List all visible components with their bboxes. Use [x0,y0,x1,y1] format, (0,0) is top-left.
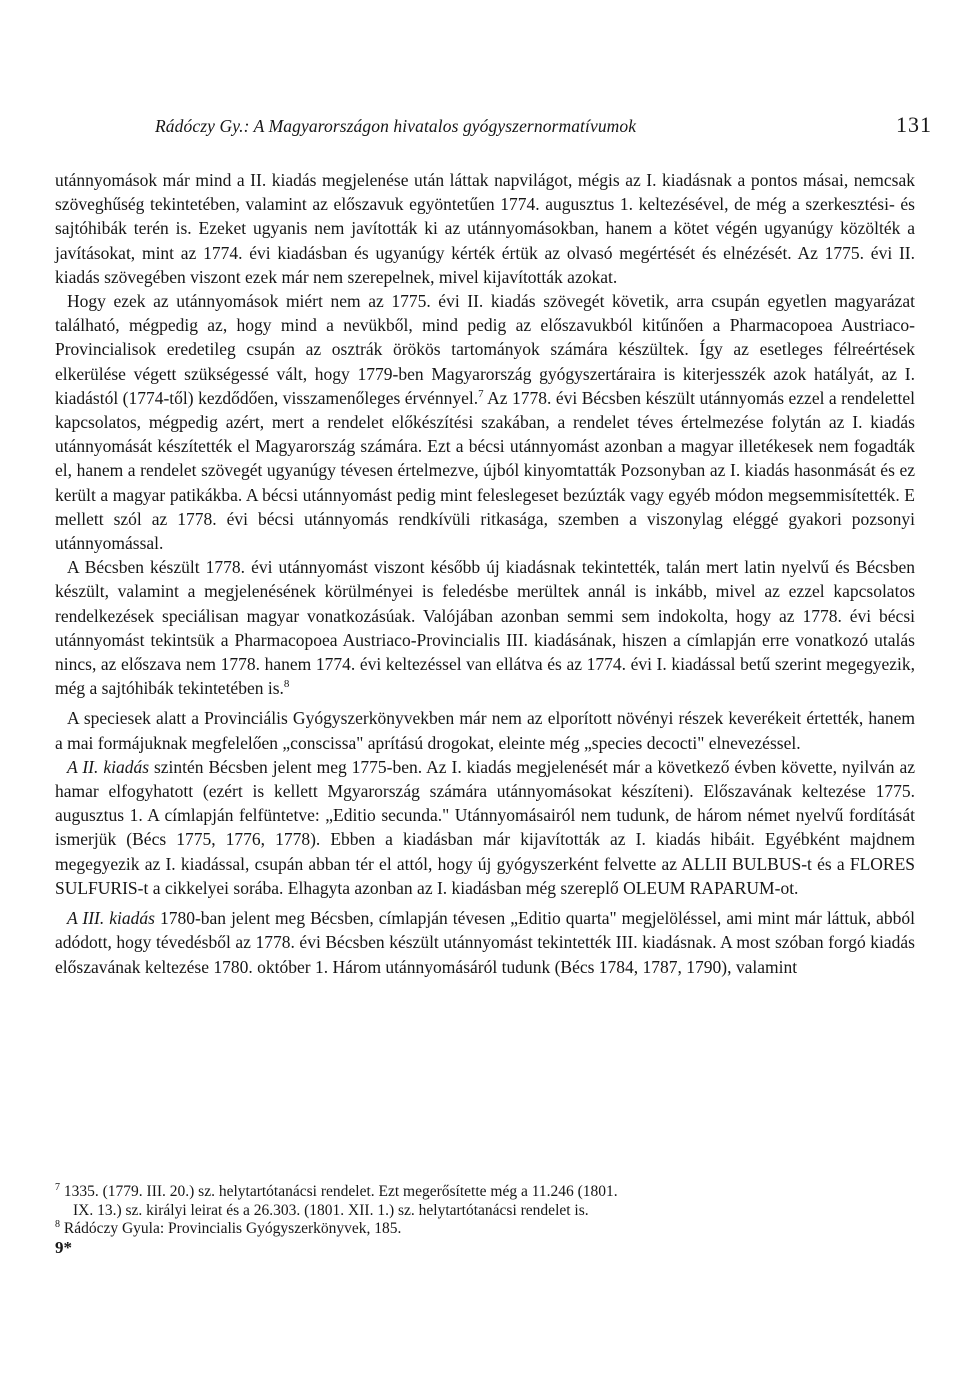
footnote-reference: 7 [478,387,484,400]
signature-mark: 9* [55,1238,72,1257]
footnotes [55,1183,915,1239]
footnote-text: 1335. (1779. III. 20.) sz. helytartótanácsi rendelet. Ezt megerősítette még a 11.246 (1801. [60,1183,618,1200]
footnote [55,1183,915,1202]
body-paragraph [55,555,915,700]
body-paragraph [55,706,915,754]
footnote-text: Rádóczy Gyula: Provincialis Gyógyszerkönyvek, 185. [60,1220,402,1237]
body-text [55,168,915,979]
text-run: utánnyomások már mind a II. kiadás megjelenése után láttak napvilágot, mégis az I. kiadásnak a pontos másai, nemcsak szöveghűség tekintetében, valamint az előszavuk egyöntetűen 1774. augusztus 1. keltezésével, de még a szerkesztési- és sajtóhibák terén is. Ezeket ugyanis nem javították ki az utánnyomásokban, hanem a kötet végén ugyanúgy közölték a javításokat, mint az 1774. évi kiadásban és ugyanúgy kérték értük az olvasó megértését és elnézését. Az 1775. évi II. kiadás szövegében viszont ezek már nem szerepelnek, mivel kijavították azokat. [55,170,915,287]
footnote [55,1220,915,1239]
footnote-number: 8 [55,1219,60,1230]
text-run: szintén Bécsben jelent meg 1775-ben. Az I. kiadás megjelenését már a következő évben követte, nyilván az hamar elfogyhatott (ezért is kellett Mgyarország számára utánnyomásokat készíteni). Előszavának keltezése 1775. augusztus 1. A címlapján felfüntetve: „Editio secunda." Utánnyomásairól nem tudunk, de három német nyelvű fordítását ismerjük (Bécs 1775, 1776, 1778). Ebben a kiadásban már kijavították az I. kiadás hibáit. Egyébként majdnem megegyezik az I. kiadással, csupán abban tér el attól, hogy új gyógyszerként felvette az ALLII BULBUS-t és a FLORES SULFURIS-t a cikkelyei sorába. Elhagyta azonban az I. kiadásban még szereplő OLEUM RAPARUM-ot. [55,756,915,898]
body-paragraph [55,906,915,979]
text-run: Az 1778. évi Bécsben készült utánnyomás ezzel a rendelettel kapcsolatos, mégpedig azért, mert a rendelet előkészítési szakában, a rendelet téves értelmezése folytán az I. kiadás utánnyomását készítették el Magyarország számára. Ezt a bécsi utánnyomást azonban a magyar illetékesek nem fogadták el, hanem a rendelet szövegét ugyanúgy tévesen értelmezve, újból kinyomtatták Pozsonyban az I. kiadás hasonmását és ez került a magyar patikákba. A bécsi utánnyomást pedig mint feleslegeset bezúzták vagy egyéb módon megsemmisítették. E mellett szól az 1778. évi bécsi utánnyomás rendkívüli ritkasága, szemben a viszonylag eléggé gyakori pozsonyi utánnyomással. [55,387,915,554]
text-run: A Bécsben készült 1778. évi utánnyomást viszont később új kiadásnak tekintették, talán mert latin nyelvű és Bécsben készült, valamint a megjelenésének körülményei is feledésbe merültek annál is inkább, mivel az ezzel kapcsolatos rendelkezések speciálisan magyar vonatkozásúak. Valójában azonban semmi sem indokolta, hogy az 1778. évi bécsi utánnyomást tekintsük a Pharmacopoea Austriaco-Provincialis III. kiadásának, hiszen a címlapján erre vonatkozó utalás nincs, az előszava nem 1778. hanem 1774. évi keltezéssel van ellátva és az 1774. évi I. kiadással betű szerint megegyezik, még a sajtóhibák tekintetében is. [55,557,915,699]
body-paragraph [55,755,915,900]
footnote-number: 7 [55,1182,60,1193]
footnote-continuation: IX. 13.) sz. királyi leirat és a 26.303. (1801. XII. 1.) sz. helytartótanácsi rendelet is. [73,1201,589,1219]
page-number: 131 [896,112,932,137]
section-heading: A II. kiadás [67,756,150,777]
running-title: Rádóczy Gy.: A Magyarországon hivatalos gyógyszernormatívumok [155,116,637,136]
footnote-reference: 8 [283,678,290,691]
section-heading: A III. kiadás [67,908,155,929]
body-paragraph [55,289,915,555]
page-header [0,112,960,142]
text-run: A speciesek alatt a Provinciális Gyógyszerkönyvekben már nem az elporított növényi részek keverékeit értették, hanem a mai formájuknak megfelelően „conscissa" aprítású drogokat, eleinte még „species decocti" elnevezéssel. [55,708,915,753]
body-paragraph [55,168,915,289]
text-run: 1780-ban jelent meg Bécsben, címlapján tévesen „Editio quarta" megjelöléssel, ami mint már láttuk, abból adódott, hogy tévedésből az 1778. évi Bécsben készült utánnyomást tekintették III. kiadásnak. A most szóban forgó kiadás előszavának keltezése 1780. október 1. Három utánnyomásáról tudunk (Bécs 1784, 1787, 1790), valamint [55,908,915,977]
text-run: Hogy ezek az utánnyomások miért nem az 1775. évi II. kiadás szövegét követik, arra csupán egyetlen magyarázat található, mégpedig az, hogy mind a nevükből, mind pedig az előszavukból kitűnően a Pharmacopoea Austriaco-Provincialisok eredetileg csupán az osztrák örökös tartományok számára készültek. Így az esetleges félreértések elkerülése végett szükségessé vált, hogy 1779-ben Magyarország gyógyszertáraira is kiterjesszék azok hatályát, az I. kiadástól (1774-től) kezdődően, visszamenőleges érvénnyel. [55,291,915,408]
